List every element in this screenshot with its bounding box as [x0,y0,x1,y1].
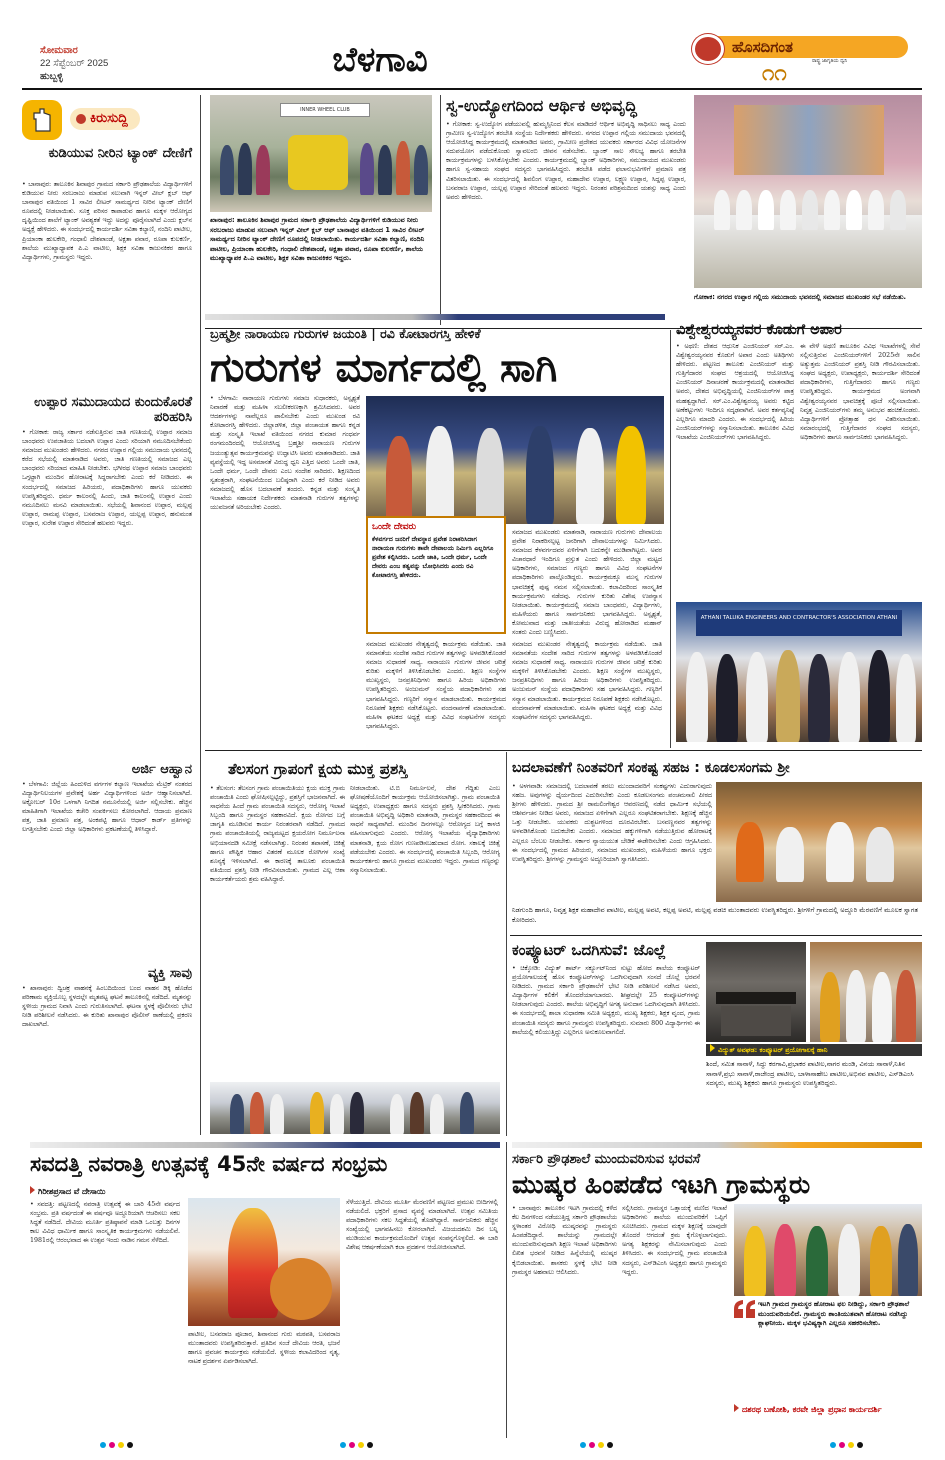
itagi-kicker: ಸರ್ಕಾರಿ ಪ್ರೌಢಶಾಲೆ ಮುಂದುವರಿಸುವ ಭರವಸೆ [512,1152,701,1167]
brief-body: • ಖಾನಾಪುರ: ದ್ವಿಚಕ್ರ ವಾಹನಕ್ಕೆ ಹಿಂಬದಿಯಿಂದ ಬಂದ ವಾಹನ ಡಿಕ್ಕಿ ಹೊಡೆದ ಪರಿಣಾಮ ವ್ಯಕ್ತಿಯೊಬ್ಬ ಸ್ಥಳದಲ್ಲೇ ಮೃತಪಟ್ಟ ಘಟನೆ ತಾಲೂಕಿನಲ್ಲಿ ನಡೆದಿದೆ. ಮೃತನನ್ನು ಸ್ಥಳೀಯ ಗ್ರಾಮದ ನಿವಾಸಿ ಎಂದು ಗುರುತಿಸಲಾಗಿದೆ. ಘಟನಾ ಸ್ಥಳಕ್ಕೆ ಪೊಲೀಸರು ಭೇಟಿ ನೀಡಿ ಪರಿಶೀಲನೆ ನಡೆಸಿದರು. ಈ ಕುರಿತು ಖಾನಾಪುರ ಪೊಲೀಸ್ ಠಾಣೆಯಲ್ಲಿ ಪ್ರಕರಣ ದಾಖಲಾಗಿದೆ. [22,985,192,1029]
guru-quote-box [366,516,506,634]
computer-photo-tag-text: ವಿದ್ಯುತ್ ಅವಘಡ: ಕಂಪ್ಯೂಟರ್ ಪ್ರಯೋಗಾಲಕ್ಕೆ ಹಾನಿ [718,1046,828,1054]
registration-marks [340,1442,373,1448]
navaratri-byline [30,1186,106,1197]
itagi-col1: • ಬಾನಾಪುರ: ತಾಲೂಕಿನ ಇಟಗಿ ಗ್ರಾಮದಲ್ಲಿ ಕಳೆದ ಕೆಲ ದಿನಗಳಿಂದ ನಡೆಯುತ್ತಿದ್ದ ಸರ್ಕಾರಿ ಪ್ರೌಢಶಾಲೆಯ ಸ್ಥಳಾಂತರ ವಿರೋಧಿ ಮುಷ್ಕರವನ್ನು ಗ್ರಾಮಸ್ಥರು ಹಿಂಪಡೆದಿದ್ದಾರೆ. ಶಾಲೆಯನ್ನು ಗ್ರಾಮದಲ್ಲೇ ಮುಂದುವರಿಸುವುದಾಗಿ ಶಿಕ್ಷಣ ಇಲಾಖೆ ಅಧಿಕಾರಿಗಳು ಲಿಖಿತ ಭರವಸೆ ನೀಡಿದ ಹಿನ್ನೆಲೆಯಲ್ಲಿ ಮುಷ್ಕರ ಕೈಬಿಡಲಾಯಿತು. ಶಾಸಕರು ಸ್ಥಳಕ್ಕೆ ಭೇಟಿ ನೀಡಿ ಗ್ರಾಮಸ್ಥರ ಅಹವಾಲು ಆಲಿಸಿದರು. [512,1205,617,1276]
masthead-rule [22,88,922,90]
kirusuddi-badge [22,100,172,140]
masthead-dateline [40,44,108,83]
column-divider [506,752,507,1136]
telasang-headline: ತೆಲಸಂಗ ಗ್ರಾಪಂಗೆ ಕ್ಷಯ ಮುಕ್ತ ಪ್ರಶಸ್ತಿ [228,760,408,778]
engineers-banner: ATHANI TALUKA ENGINEERS AND CONTRACTOR'S ASSOCIATION ATHANI [696,610,902,636]
kirusuddi-label: ಕಿರುಸುದ್ದಿ [70,108,140,130]
durga-devi-photo [188,1198,340,1326]
navaratri-col3: ಸೆಳೆಯುತ್ತಿದೆ. ದೇವಿಯ ಮೂರ್ತಿ ಮೆರವಣಿಗೆ ಪಟ್ಟಣದ ಪ್ರಮುಖ ಬೀದಿಗಳಲ್ಲಿ ನಡೆಯಲಿದೆ. ಭಕ್ತರಿಗೆ ಪ್ರಸಾದ ವ್ಯವಸ್ಥೆ ಮಾಡಲಾಗಿದೆ. ಉತ್ಸವ ಸಮಿತಿಯ ಪದಾಧಿಕಾರಿಗಳು ಸಕಲ ಸಿದ್ಧತೆಯಲ್ಲಿ ತೊಡಗಿದ್ದಾರೆ. ಸಾರ್ವಜನಿಕರು ಹೆಚ್ಚಿನ ಸಂಖ್ಯೆಯಲ್ಲಿ ಭಾಗವಹಿಸಲು ಕೋರಲಾಗಿದೆ. ವಿಜಯದಶಮಿ ದಿನ ಬನ್ನಿ ಮುಡಿಯುವ ಕಾರ್ಯಕ್ರಮದೊಂದಿಗೆ ಉತ್ಸವ ಸಂಪನ್ನಗೊಳ್ಳಲಿದೆ. ಈ ಬಾರಿ ವಿಶೇಷ ಆಕರ್ಷಣೆಯಾಗಿ ಕಲಾ ಪ್ರದರ್ಶನ ಆಯೋಜಿಸಲಾಗಿದೆ. [346,1199,498,1252]
byline-text: ಗಿರೀಶಪ್ರಸಾದ ವೆ ದೇಸಾಯಿ [38,1187,106,1196]
engineers-col1: • ಅಥಣಿ: ದೇಶದ ಆಧುನಿಕ ಎಂಜಿನಿಯರ್ ಸರ್.ಎಂ. ವಿಶ್ವೇಶ್ವರಯ್ಯನವರ ಕೊಡುಗೆ ಅಪಾರ ಎಂದು ಅತಿಥಿಗಳು ಹೇಳಿದರು. ಪಟ್ಟಣದ ತಾಲೂಕು ಎಂಜಿನಿಯರ್ ಮತ್ತು ಗುತ್ತಿಗೆದಾರರ ಸಂಘದ ಆಶ್ರಯದಲ್ಲಿ ಆಯೋಜಿಸಿದ್ದ ಎಂಜಿನಿಯರ್ ದಿನಾಚರಣೆ ಕಾರ್ಯಕ್ರಮದಲ್ಲಿ ಮಾತನಾಡಿದ ಅವರು, ದೇಶದ ಅಭಿವೃದ್ಧಿಯಲ್ಲಿ ಎಂಜಿನಿಯರ್‌ಗಳ ಪಾತ್ರ ಮಹತ್ವದ್ದಾಗಿದೆ. ಸರ್.ಎಂ.ವಿಶ್ವೇಶ್ವರಯ್ಯ ಅವರು ಕಟ್ಟಿದ ಅಣೆಕಟ್ಟುಗಳು ಇಂದಿಗೂ ಸದೃಢವಾಗಿವೆ. ಅವರ ಕರ್ತವ್ಯನಿಷ್ಠೆ ಎಲ್ಲರಿಗೂ ಮಾದರಿ ಎಂದರು. ಈ ಸಂದರ್ಭದಲ್ಲಿ ಹಿರಿಯ ಎಂಜಿನಿಯರ್‌ಗಳನ್ನು ಸನ್ಮಾನಿಸಲಾಯಿತು. ತಾಲೂಕಿನ ವಿವಿಧ ಇಲಾಖೆಯ ಎಂಜಿನಿಯರ್‌ಗಳು ಭಾಗವಹಿಸಿದ್ದರು. [676,343,794,441]
itagi-headline: ಮುಷ್ಕರ ಹಿಂಪಡೆದ ಇಟಗಿ ಗ್ರಾಮಸ್ಥರು [512,1170,811,1199]
brief-headline: ಅರ್ಜಿ ಆಹ್ವಾನ [131,762,192,777]
arrow-icon [710,1044,715,1052]
itagi-villagers-photo [734,1204,922,1296]
computer-visit-photo [810,942,922,1042]
section-rule [205,750,922,751]
logo-text: ಹೊಸದಿಗಂತ [732,38,793,56]
itagi-accent-bar [512,1142,922,1148]
brief-body: • ಬೆಳಗಾವಿ: ಜಿಲ್ಲೆಯ ಹಿಂದುಳಿದ ವರ್ಗಗಳ ಕಲ್ಯಾಣ ಇಲಾಖೆಯ ಮೆಟ್ರಿಕ್ ನಂತರದ ವಿದ್ಯಾರ್ಥಿನಿಲಯಗಳ ಪ್ರವೇಶಕ್ಕೆ ಅರ್ಹ ವಿದ್ಯಾರ್ಥಿಗಳಿಂದ ಅರ್ಜಿ ಆಹ್ವಾನಿಸಲಾಗಿದೆ. ಅಕ್ಟೋಬರ್ 10ರ ಒಳಗಾಗಿ ನಿಗದಿತ ನಮೂನೆಯಲ್ಲಿ ಅರ್ಜಿ ಸಲ್ಲಿಸಬೇಕು. ಹೆಚ್ಚಿನ ಮಾಹಿತಿಗಾಗಿ ಇಲಾಖೆಯ ಕಚೇರಿ ಸಂಪರ್ಕಿಸಲು ಕೋರಲಾಗಿದೆ. ಆದಾಯ ಪ್ರಮಾಣ ಪತ್ರ, ಜಾತಿ ಪ್ರಮಾಣ ಪತ್ರ, ಅಂಕಪಟ್ಟಿ ಹಾಗೂ ಆಧಾರ್ ಕಾರ್ಡ್ ಪ್ರತಿಗಳನ್ನು ಲಗತ್ತಿಸಬೇಕು ಎಂದು ಜಿಲ್ಲಾ ಅಧಿಕಾರಿಗಳು ಪ್ರಕಟಣೆಯಲ್ಲಿ ತಿಳಿಸಿದ್ದಾರೆ. [22,781,192,834]
computer-photo-tag [706,1044,922,1056]
navaratri-col1: • ಸವದತ್ತಿ: ಪಟ್ಟಣದಲ್ಲಿ ನವರಾತ್ರಿ ಉತ್ಸವಕ್ಕೆ ಈ ಬಾರಿ 45ನೇ ವರ್ಷದ ಸಂಭ್ರಮ. ಪ್ರತಿ ವರ್ಷದಂತೆ ಈ ವರ್ಷವೂ ಅದ್ದೂರಿಯಾಗಿ ಆಚರಿಸಲು ಸಕಲ ಸಿದ್ಧತೆ ನಡೆದಿದೆ. ದೇವಿಯ ಮೂರ್ತಿ ಪ್ರತಿಷ್ಠಾಪನೆ ಮಾಡಿ ಒಂಬತ್ತು ದಿನಗಳ ಕಾಲ ವಿವಿಧ ಧಾರ್ಮಿಕ ಹಾಗೂ ಸಾಂಸ್ಕೃತಿಕ ಕಾರ್ಯಕ್ರಮಗಳು ನಡೆಯಲಿವೆ. 1981ರಲ್ಲಿ ಆರಂಭವಾದ ಈ ಉತ್ಸವ ಇಂದು ನಾಡಿನ ಗಮನ ಸೆಳೆದಿದೆ. [30,1201,180,1245]
itagi-quote-block [734,1300,922,1436]
logo-emblem-icon [692,34,724,64]
section-title: ಬೆಳಗಾವಿ [332,40,428,80]
quote-text: ಕೆಳವರ್ಗದ ಜನರಿಗೆ ದೇವಸ್ಥಾನ ಪ್ರವೇಶ ನಿರಾಕರಿಸಿದಾಗ ನಾರಾಯಣ ಗುರುಗಳು ತಾವೇ ದೇವಾಲಯ ನಿರ್ಮಿಸಿ ಎಲ್ಲರಿಗೂ ಪ್ರವೇಶ ಕಲ್ಪಿಸಿದರು. ಒಂದೇ ಜಾತಿ, ಒಂದೇ ಧರ್ಮ, ಒಂದೇ ದೇವರು ಎಂಬ ತತ್ವವನ್ನು ಬೋಧಿಸಿದರು ಎಂದು ರವಿ ಕೋಟಾರಗಸ್ತಿ ಹೇಳಿದರು. [372,536,494,579]
self-employment-headline: ಸ್ವ-ಉದ್ಯೋಗದಿಂದ ಆರ್ಥಿಕ ಅಭಿವೃದ್ಧಿ [446,96,637,115]
arrow-icon [734,1404,739,1412]
newspaper-logo [692,34,910,88]
school-photo [210,95,432,212]
guru-col3: ಸಮಾಜದ ಮುಖಂಡರ ನೇತೃತ್ವದಲ್ಲಿ ಕಾರ್ಯಕ್ರಮ ನಡೆಯಿತು. ಜಾತಿ ಸಮಾನತೆಯ ಸಂದೇಶ ಸಾರಿದ ಗುರುಗಳ ತತ್ವಗಳನ್ನು ಅಳವಡಿಸಿಕೊಂಡರೆ ಸಮಾಜ ಸುಧಾರಣೆ ಸಾಧ್ಯ. ನಾರಾಯಣ ಗುರುಗಳ ಜೀವನ ಚರಿತ್ರೆ ಕುರಿತು ಮಕ್ಕಳಿಗೆ ತಿಳಿಸಿಕೊಡಬೇಕು ಎಂದರು. ಶಿಕ್ಷಣ ಸಂಸ್ಥೆಗಳ ಮುಖ್ಯಸ್ಥರು, ಜನಪ್ರತಿನಿಧಿಗಳು ಹಾಗೂ ಹಿರಿಯ ಅಧಿಕಾರಿಗಳು ಉಪಸ್ಥಿತರಿದ್ದರು. ಅಂಜುಮನ್ ಸಂಸ್ಥೆಯ ಪದಾಧಿಕಾರಿಗಳು ಸಹ ಭಾಗವಹಿಸಿದ್ದರು. ಗಣ್ಯರಿಗೆ ಸನ್ಮಾನ ಮಾಡಲಾಯಿತು. ಕಾರ್ಯಕ್ರಮದ ನಿರೂಪಣೆ ಶಿಕ್ಷಕರು ನಡೆಸಿಕೊಟ್ಟರು. ವಂದನಾರ್ಪಣೆ ಮಾಡಲಾಯಿತು. ಮಹಿಳಾ ಘಟಕದ ಅಧ್ಯಕ್ಷೆ ಮತ್ತು ವಿವಿಧ ಸಂಘಟನೆಗಳ ಸದಸ್ಯರು ಭಾಗವಹಿಸಿದ್ದರು. [366,641,506,730]
engineers-award-photo [676,602,922,742]
computer-headline: ಕಂಪ್ಯೂಟರ್ ಒದಗಿಸುವೆ: ಜೊಲ್ಲೆ [512,941,666,959]
brief-body: • ಗೋಕಾಕ: ರಾಜ್ಯ ಸರ್ಕಾರ ನಡೆಸುತ್ತಿರುವ ಜಾತಿ ಗಣತಿಯಲ್ಲಿ ಉಪ್ಪಾರ ಸಮಾಜ ಬಾಂಧವರು ಉಪಜಾತಿಯ ಬದಲಾಗಿ ಉಪ್ಪಾರ ಎಂದು ಸರಿಯಾಗಿ ನಮೂದಿಸಬೇಕೆಂದು ಸಮಾಜದ ಮುಖಂಡರು ಹೇಳಿದರು. ನಗರದ ಉಪ್ಪಾರ ಗಲ್ಲಿಯ ಸಮುದಾಯ ಭವನದಲ್ಲಿ ಕರೆದ ಸಭೆಯಲ್ಲಿ ಮಾತನಾಡಿದ ಅವರು, ಜಾತಿ ಗಣತಿಯಲ್ಲಿ ಸಮಾಜದ ಎಲ್ಲ ಬಾಂಧವರು ಸರಿಯಾದ ಮಾಹಿತಿ ನೀಡಬೇಕು. ಭಗೀರಥ ಉಪ್ಪಾರ ಸಮಾಜ ಬಾಂಧವರು ಒಗ್ಗಟ್ಟಾಗಿ ಮುಂದಿನ ಹೋರಾಟಕ್ಕೆ ಸಿದ್ಧರಾಗಬೇಕು ಎಂದು ಕರೆ ನೀಡಿದರು. ಈ ಸಂದರ್ಭದಲ್ಲಿ ಸಮಾಜದ ಹಿರಿಯರು, ಪದಾಧಿಕಾರಿಗಳು ಹಾಗೂ ಯುವಕರು ಉಪಸ್ಥಿತರಿದ್ದರು. ಧರ್ಮ ಕಾಲಂನಲ್ಲಿ ಹಿಂದು, ಜಾತಿ ಕಾಲಂನಲ್ಲಿ ಉಪ್ಪಾರ ಎಂದು ನಮೂದಿಸಲು ಮನವಿ ಮಾಡಲಾಯಿತು. ಸಭೆಯಲ್ಲಿ ಶಿವಾನಂದ ಉಪ್ಪಾರ, ಮಲ್ಲಪ್ಪ ಉಪ್ಪಾರ, ರಾಮಪ್ಪ ಉಪ್ಪಾರ, ಬಸವರಾಜ ಉಪ್ಪಾರ, ಯಲ್ಲಪ್ಪ ಉಪ್ಪಾರ, ಹನುಮಂತ ಉಪ್ಪಾರ, ಸುರೇಶ ಉಪ್ಪಾರ ಸೇರಿದಂತೆ ಹಲವರು ಇದ್ದರು. [22,429,192,527]
guru-col3b: ಸಮಾಜದ ಮುಖಂಡರ ನೇತೃತ್ವದಲ್ಲಿ ಕಾರ್ಯಕ್ರಮ ನಡೆಯಿತು. ಜಾತಿ ಸಮಾನತೆಯ ಸಂದೇಶ ಸಾರಿದ ಗುರುಗಳ ತತ್ವಗಳನ್ನು ಅಳವಡಿಸಿಕೊಂಡರೆ ಸಮಾಜ ಸುಧಾರಣೆ ಸಾಧ್ಯ. ನಾರಾಯಣ ಗುರುಗಳ ಜೀವನ ಚರಿತ್ರೆ ಕುರಿತು ಮಕ್ಕಳಿಗೆ ತಿಳಿಸಿಕೊಡಬೇಕು ಎಂದರು. ಶಿಕ್ಷಣ ಸಂಸ್ಥೆಗಳ ಮುಖ್ಯಸ್ಥರು, ಜನಪ್ರತಿನಿಧಿಗಳು ಹಾಗೂ ಹಿರಿಯ ಅಧಿಕಾರಿಗಳು ಉಪಸ್ಥಿತರಿದ್ದರು. ಅಂಜುಮನ್ ಸಂಸ್ಥೆಯ ಪದಾಧಿಕಾರಿಗಳು ಸಹ ಭಾಗವಹಿಸಿದ್ದರು. ಗಣ್ಯರಿಗೆ ಸನ್ಮಾನ ಮಾಡಲಾಯಿತು. ಕಾರ್ಯಕ್ರಮದ ನಿರೂಪಣೆ ಶಿಕ್ಷಕರು ನಡೆಸಿಕೊಟ್ಟರು. ವಂದನಾರ್ಪಣೆ ಮಾಡಲಾಯಿತು. ಮಹಿಳಾ ಘಟಕದ ಅಧ್ಯಕ್ಷೆ ಮತ್ತು ವಿವಿಧ ಸಂಘಟನೆಗಳ ಸದಸ್ಯರು ಭಾಗವಹಿಸಿದ್ದರು. [512,641,662,721]
kudalasangama-headline: ಬದಲಾವಣೆಗೆ ನಿಂತವರಿಗೆ ಸಂಕಷ್ಟ ಸಹಜ : ಕೂಡಲಸಂಗಮ ಶ್ರೀ [512,760,790,776]
guru-col1: • ಬೆಳಗಾವಿ: ನಾರಾಯಣ ಗುರುಗಳು ಸಮಾಜ ಸುಧಾರಕರು, ಅಸ್ಪೃಶ್ಯತೆ ನಿವಾರಣೆ ಮತ್ತು ಮಹಿಳಾ ಸಬಲೀಕರಣಕ್ಕಾಗಿ ಶ್ರಮಿಸಿದವರು. ಅವರ ಆದರ್ಶಗಳನ್ನು ನಾವೆಲ್ಲರೂ ಪಾಲಿಸಬೇಕು ಎಂದು ಮುಖಂಡ ರವಿ ಕೋಟಾರಗಸ್ತಿ ಹೇಳಿದರು. ಜಿಲ್ಲಾಡಳಿತ, ಜಿಲ್ಲಾ ಪಂಚಾಯತ ಹಾಗೂ ಕನ್ನಡ ಮತ್ತು ಸಂಸ್ಕೃತಿ ಇಲಾಖೆ ವತಿಯಿಂದ ನಗರದ ಕುಮಾರ ಗಂಧರ್ವ ರಂಗಮಂದಿರದಲ್ಲಿ ಆಯೋಜಿಸಿದ್ದ ಬ್ರಹ್ಮಶ್ರೀ ನಾರಾಯಣ ಗುರುಗಳ ಜಯಂತ್ಯುತ್ಸವ ಕಾರ್ಯಕ್ರಮವನ್ನು ಉದ್ಘಾಟಿಸಿ ಅವರು ಮಾತನಾಡಿದರು. ಜಾತಿ ವ್ಯವಸ್ಥೆಯಲ್ಲಿ ಇದ್ದ ಅಸಮಾನತೆ ವಿರುದ್ಧ ಧ್ವನಿ ಎತ್ತಿದ ಅವರು ಒಂದೇ ಜಾತಿ, ಒಂದೇ ಧರ್ಮ, ಒಂದೇ ದೇವರು ಎಂಬ ಸಂದೇಶ ಸಾರಿದರು. ಶಿಕ್ಷಣದಿಂದ ಸ್ವತಂತ್ರರಾಗಿ, ಸಂಘಟನೆಯಿಂದ ಬಲಿಷ್ಠರಾಗಿ ಎಂದು ಕರೆ ನೀಡಿದ ಅವರು ಸಮಾಜದಲ್ಲಿ ಹೊಸ ಬದಲಾವಣೆ ತಂದರು. ಕನ್ನಡ ಮತ್ತು ಸಂಸ್ಕೃತಿ ಇಲಾಖೆಯ ಸಹಾಯಕ ನಿರ್ದೇಶಕರು ಮಾತನಾಡಿ ಗುರುಗಳ ತತ್ವಗಳನ್ನು ಯುವಜನತೆ ಅರಿಯಬೇಕು ಎಂದರು. [210,395,360,512]
self-employment-photo-caption: ಗೋಕಾಕ: ನಗರದ ಉಪ್ಪಾರ ಗಲ್ಲಿಯ ಸಮುದಾಯ ಭವನದಲ್ಲಿ ಸಮಾಜದ ಮುಖಂಡರ ಸಭೆ ನಡೆಯಿತು. [694,293,907,301]
column-divider [506,1142,507,1438]
self-employment-body: • ಗೋಕಾಕ: ಸ್ವ-ಉದ್ಯೋಗ ಪಡೆಯುವಲ್ಲಿ ಹುಮ್ಮಸ್ಸಿನಿಂದ ಕೆಲಸ ಮಾಡಿದರೆ ಆರ್ಥಿಕ ಅಭಿವೃದ್ಧಿ ಸಾಧಿಸಲು ಸಾಧ್ಯ ಎಂದು ಗ್ರಾಮೀಣ ಸ್ವ-ಉದ್ಯೋಗ ತರಬೇತಿ ಸಂಸ್ಥೆಯ ನಿರ್ದೇಶಕರು ಹೇಳಿದರು. ನಗರದ ಉಪ್ಪಾರ ಗಲ್ಲಿಯ ಸಮುದಾಯ ಭವನದಲ್ಲಿ ಆಯೋಜಿಸಿದ್ದ ಕಾರ್ಯಕ್ರಮದಲ್ಲಿ ಮಾತನಾಡಿದ ಅವರು, ಗ್ರಾಮೀಣ ಪ್ರದೇಶದ ಯುವಕರು ಸರ್ಕಾರದ ವಿವಿಧ ಯೋಜನೆಗಳ ಸದುಪಯೋಗ ಪಡೆದುಕೊಂಡು ಸ್ವಾವಲಂಬಿ ಜೀವನ ನಡೆಸಬೇಕು. ಬ್ಯಾಂಕ್ ಸಾಲ ಸೌಲಭ್ಯ ಹಾಗೂ ತರಬೇತಿ ಕಾರ್ಯಕ್ರಮಗಳನ್ನು ಬಳಸಿಕೊಳ್ಳಬೇಕು ಎಂದರು. ಕಾರ್ಯಕ್ರಮದಲ್ಲಿ ಬ್ಯಾಂಕ್ ಅಧಿಕಾರಿಗಳು, ಸಮುದಾಯದ ಮುಖಂಡರು ಹಾಗೂ ಸ್ವ-ಸಹಾಯ ಸಂಘದ ಸದಸ್ಯರು ಭಾಗವಹಿಸಿದ್ದರು. ತರಬೇತಿ ಪಡೆದ ಫಲಾನುಭವಿಗಳಿಗೆ ಪ್ರಮಾಣ ಪತ್ರ ವಿತರಿಸಲಾಯಿತು. ಈ ಸಂದರ್ಭದಲ್ಲಿ ಶಿವಲಿಂಗ ಉಪ್ಪಾರ, ಮಹಾದೇವ ಉಪ್ಪಾರ, ಲಕ್ಷ್ಮಣ ಉಪ್ಪಾರ, ಸಿದ್ದಪ್ಪ ಉಪ್ಪಾರ, ಬಸವರಾಜ ಉಪ್ಪಾರ, ಯಲ್ಲಪ್ಪ ಉಪ್ಪಾರ ಸೇರಿದಂತೆ ಹಲವರು ಇದ್ದರು. ನಿರಂತರ ಪರಿಶ್ರಮದಿಂದ ಯಶಸ್ಸು ಸಾಧ್ಯ ಎಂದು ಅವರು ಹೇಳಿದರು. [446,121,686,201]
navaratri-col2: ಪಾಟೀಲ, ಬಸವರಾಜ ಪೂಜಾರ, ಶಿವಾನಂದ ಗುರು ಮಠಪತಿ, ಬಸವರಾಜ ಮುಂತಾದವರು ಉಪಸ್ಥಿತರಿರುತ್ತಾರೆ. ಪ್ರತಿದಿನ ಸಂಜೆ ದೇವಿಯ ಆರತಿ, ಭಜನೆ ಹಾಗೂ ಪ್ರವಚನ ಕಾರ್ಯಕ್ರಮ ನಡೆಯಲಿದೆ. ಸ್ಥಳೀಯ ಕಲಾವಿದರಿಂದ ನೃತ್ಯ, ನಾಟಕ ಪ್ರದರ್ಶನ ಏರ್ಪಡಿಸಲಾಗಿದೆ. [188,1331,340,1366]
column-divider [200,95,201,1135]
registration-marks [830,1442,863,1448]
itagi-quote-text: ಇಟಗಿ ಗ್ರಾಮದ ಗ್ರಾಮಸ್ಥರ ಹೋರಾಟ ಫಲ ನೀಡಿದ್ದು, ಸರ್ಕಾರಿ ಪ್ರೌಢಶಾಲೆ ಮುಂದುವರಿಯಲಿದೆ. ಗ್ರಾಮಸ್ಥರು ಶಾಂತಿಯುತವಾಗಿ ಹೋರಾಟ ನಡೆಸಿದ್ದು ಶ್ಲಾಘನೀಯ. ಮಕ್ಕಳ ಭವಿಷ್ಯಕ್ಕಾಗಿ ಎಲ್ಲರೂ ಸಹಕರಿಸಬೇಕು. [758,1300,910,1328]
logo-tagline: ರಾಷ್ಟ್ರ ಜಾಗೃತಿಯ ಧ್ವನಿ [812,58,848,64]
brief-headline: ವ್ಯಕ್ತಿ ಸಾವು [148,966,192,981]
section-rule [510,935,922,936]
guru-kicker: ಬ್ರಹ್ಮಶ್ರೀ ನಾರಾಯಣ ಗುರುಗಳ ಜಯಂತಿ | ರವಿ ಕೋಟಾರಗಸ್ತಿ ಹೇಳಿಕೆ [210,326,481,341]
guru-lamp-lighting-photo [366,396,664,524]
navaratri-accent-bar [30,1142,500,1148]
school-caption: ಖಾನಾಪುರ: ತಾಲೂಕಿನ ಶಿವಾಪುರ ಗ್ರಾಮದ ಸರ್ಕಾರಿ ಪ್ರೌಢಶಾಲೆಯ ವಿದ್ಯಾರ್ಥಿಗಳಿಗೆ ಕುಡಿಯುವ ನೀರು ಸರಬರಾಜು ಮಾಡುವ ಸಲುವಾಗಿ ಇನ್ನರ್ ವೀಲ್ ಕ್ಲಬ್ ಆಫ್ ಬಾನಾಪುರ ವತಿಯಿಂದ 1 ಸಾವಿರ ಲೀಟರ್ ಸಾಮರ್ಥ್ಯದ ನೀರಿನ ಟ್ಯಾಂಕ್ ದೇಣಿಗೆ ರೂಪದಲ್ಲಿ ನೀಡಲಾಯಿತು. ಕಾರ್ಯದರ್ಶಿ ಸವಿತಾ ಕಲ್ಯಾಣಿ, ನಂದಿನಿ ಪಾಟೀಲ, ಪ್ರಿಯಾಂಕಾ ಹುಲಕೇರಿ, ಗಂಧಾಲಿ ದೇಶಪಾಂಡೆ, ಅಕ್ಷತಾ ಪವಾರ, ರೂಪಾ ಕುಲಕರ್ಣಿ, ಶಾಲೆಯ ಮುಖ್ಯಾಧ್ಯಾಪಕ ಪಿ.ಎ ವಾಟೀಲ, ಶಿಕ್ಷಕ ಸವಿತಾ ಕಾಜುನಕಿಕರ ಇದ್ದರು. [210,216,425,263]
arrow-icon [30,1186,35,1194]
brief-body: • ಬಾನಾಪುರ: ತಾಲೂಕಿನ ಶಿವಾಪುರ ಗ್ರಾಮದ ಸರ್ಕಾರಿ ಪ್ರೌಢಶಾಲೆಯ ವಿದ್ಯಾರ್ಥಿಗಳಿಗೆ ಕುಡಿಯುವ ನೀರು ಸರಬರಾಜು ಮಾಡುವ ಸಲುವಾಗಿ ಇನ್ನರ್ ವೀಲ್ ಕ್ಲಬ್ ಆಫ್ ಬಾನಾಪುರ ವತಿಯಿಂದ 1 ಸಾವಿರ ಲೀಟರ್ ಸಾಮರ್ಥ್ಯದ ನೀರಿನ ಟ್ಯಾಂಕ್ ದೇಣಿಗೆ ರೂಪದಲ್ಲಿ ನೀಡಲಾಯಿತು. ಸೂಕ್ತ ಪರಿಸರ ಕಾಪಾಡುವ ಹಾಗೂ ಮಕ್ಕಳ ಆರೋಗ್ಯದ ದೃಷ್ಟಿಯಿಂದ ಶಾಲೆಗೆ ಟ್ಯಾಂಕ್ ಅವಶ್ಯಕತೆ ಇದ್ದು ಅದನ್ನು ಪೂರೈಸಲಾಗಿದೆ ಎಂದು ಕ್ಲಬ್‌ನ ಅಧ್ಯಕ್ಷೆ ಹೇಳಿದರು. ಈ ಸಂದರ್ಭದಲ್ಲಿ ಕಾರ್ಯದರ್ಶಿ ಸವಿತಾ ಕಲ್ಯಾಣಿ, ನಂದಿನಿ ಪಾಟೀಲ, ಪ್ರಿಯಾಂಕಾ ಹುಲಕೇರಿ, ಗಂಧಾಲಿ ದೇಶಪಾಂಡೆ, ಅಕ್ಷತಾ ಪವಾರ, ರೂಪಾ ಕುಲಕರ್ಣಿ, ಶಾಲೆಯ ಮುಖ್ಯಾಧ್ಯಾಪಕ ಪಿ.ಎ ವಾಟೀಲ, ಶಿಕ್ಷಕ ಸವಿತಾ ಕಾಜುನಕಿಕರ ಹಾಗೂ ವಿದ್ಯಾರ್ಥಿಗಳು, ಗ್ರಾಮಸ್ಥರು ಇದ್ದರು. [22,181,192,261]
engineers-col2: ಈ ವೇಳೆ ಅಥಣಿ ತಾಲೂಕಿನ ವಿವಿಧ ಇಲಾಖೆಗಳಲ್ಲಿ ಸೇವೆ ಸಲ್ಲಿಸುತ್ತಿರುವ ಎಂಜಿನಿಯರ್‌ಗಳಿಗೆ 2025ನೇ ಸಾಲಿನ ಅತ್ಯುತ್ತಮ ಎಂಜಿನಿಯರ್ ಪ್ರಶಸ್ತಿ ನೀಡಿ ಗೌರವಿಸಲಾಯಿತು. ಸಂಘದ ಅಧ್ಯಕ್ಷರು, ಉಪಾಧ್ಯಕ್ಷರು, ಕಾರ್ಯದರ್ಶಿ ಸೇರಿದಂತೆ ಪದಾಧಿಕಾರಿಗಳು, ಗುತ್ತಿಗೆದಾರರು ಹಾಗೂ ಗಣ್ಯರು ಉಪಸ್ಥಿತರಿದ್ದರು. ಕಾರ್ಯಕ್ರಮದ ಅಂಗವಾಗಿ ವಿಶ್ವೇಶ್ವರಯ್ಯನವರ ಭಾವಚಿತ್ರಕ್ಕೆ ಪೂಜೆ ಸಲ್ಲಿಸಲಾಯಿತು. ನಿವೃತ್ತ ಎಂಜಿನಿಯರ್‌ಗಳು ತಮ್ಮ ಅನುಭವ ಹಂಚಿಕೊಂಡರು. ವಿದ್ಯಾರ್ಥಿಗಳಿಗೆ ಪ್ರೋತ್ಸಾಹ ಧನ ವಿತರಿಸಲಾಯಿತು. ಸಮಾರಂಭದಲ್ಲಿ ಗುತ್ತಿಗೆದಾರರ ಸಂಘದ ಸದಸ್ಯರು, ಅಧಿಕಾರಿಗಳು ಹಾಗೂ ಸಾರ್ವಜನಿಕರು ಭಾಗವಹಿಸಿದ್ದರು. [800,343,920,441]
telasang-col2: ನೀಡಲಾಯಿತು. ಟಿ.ಬಿ ನಿರ್ಮೂಲನೆ, ದೇಶ ಗೆದ್ದಿತು ಎಂಬ ಘೋಷಣೆಯೊಂದಿಗೆ ಕಾರ್ಯಕ್ರಮ ಆಯೋಜಿಸಲಾಗಿತ್ತು. ಗ್ರಾಮ ಪಂಚಾಯಿತಿ ಅಧ್ಯಕ್ಷರು, ಉಪಾಧ್ಯಕ್ಷರು ಹಾಗೂ ಸದಸ್ಯರು ಪ್ರಶಸ್ತಿ ಸ್ವೀಕರಿಸಿದರು. ಗ್ರಾಮ ಪಂಚಾಯಿತಿ ಅಭಿವೃದ್ಧಿ ಅಧಿಕಾರಿ ಮಾತನಾಡಿ, ಗ್ರಾಮಸ್ಥರ ಸಹಕಾರದಿಂದ ಈ ಸಾಧನೆ ಸಾಧ್ಯವಾಗಿದೆ. ಮುಂದಿನ ದಿನಗಳಲ್ಲೂ ಆರೋಗ್ಯದ ಬಗ್ಗೆ ಕಾಳಜಿ ವಹಿಸಲಾಗುವುದು ಎಂದರು. ಆರೋಗ್ಯ ಇಲಾಖೆಯ ವೈದ್ಯಾಧಿಕಾರಿಗಳು ಮಾತನಾಡಿ, ಕ್ಷಯ ರೋಗ ಗುಣಪಡಿಸಬಹುದಾದ ರೋಗ. ಸಕಾಲಕ್ಕೆ ಚಿಕಿತ್ಸೆ ಪಡೆಯಬೇಕು ಎಂದರು. ಈ ಸಂದರ್ಭದಲ್ಲಿ ಪಂಚಾಯಿತಿ ಸಿಬ್ಬಂದಿ, ಆರೋಗ್ಯ ಕಾರ್ಯಕರ್ತರು ಹಾಗೂ ಗ್ರಾಮದ ಮುಖಂಡರು ಇದ್ದರು. ಗ್ರಾಮದ ಗಣ್ಯರನ್ನು ಸನ್ಮಾನಿಸಲಾಯಿತು. [350,785,500,874]
guru-col2: ಸಮಾಜದ ಮುಖಂಡರು ಮಾತನಾಡಿ, ನಾರಾಯಣ ಗುರುಗಳು ದೇವಾಲಯ ಪ್ರವೇಶ ನಿರಾಕರಿಸಲ್ಪಟ್ಟ ಜನರಿಗಾಗಿ ದೇವಾಲಯಗಳನ್ನು ನಿರ್ಮಿಸಿದರು. ಸಮಾಜದ ಕೆಳವರ್ಗದವರ ಏಳಿಗೆಗಾಗಿ ಬದುಕನ್ನೇ ಮುಡಿಪಾಗಿಟ್ಟರು. ಅವರ ವಿಚಾರಧಾರೆ ಇಂದಿಗೂ ಪ್ರಸ್ತುತ ಎಂದು ಹೇಳಿದರು. ಜಿಲ್ಲಾ ಮಟ್ಟದ ಅಧಿಕಾರಿಗಳು, ಸಮಾಜದ ಗಣ್ಯರು ಹಾಗೂ ವಿವಿಧ ಸಂಘಟನೆಗಳ ಪದಾಧಿಕಾರಿಗಳು ಪಾಲ್ಗೊಂಡಿದ್ದರು. ಕಾರ್ಯಕ್ರಮಕ್ಕೂ ಮುನ್ನ ಗುರುಗಳ ಭಾವಚಿತ್ರಕ್ಕೆ ಪುಷ್ಪ ನಮನ ಸಲ್ಲಿಸಲಾಯಿತು. ಕಲಾವಿದರಿಂದ ಸಾಂಸ್ಕೃತಿಕ ಕಾರ್ಯಕ್ರಮಗಳು ನಡೆದವು. ಗುರುಗಳ ಕುರಿತು ವಿಶೇಷ ಉಪನ್ಯಾಸ ನೀಡಲಾಯಿತು. ಕಾರ್ಯಕ್ರಮದಲ್ಲಿ ಸಮಾಜ ಬಾಂಧವರು, ವಿದ್ಯಾರ್ಥಿಗಳು, ಮಹಿಳೆಯರು ಹಾಗೂ ಸಾರ್ವಜನಿಕರು ಭಾಗವಹಿಸಿದ್ದರು. ಅಸ್ಪೃಶ್ಯತೆ, ಕೋಮುವಾದ ಮತ್ತು ಜಾತೀಯತೆಯ ವಿರುದ್ಧ ಹೋರಾಡಿದ ಮಹಾನ್ ಸಂತರು ಎಂದು ಬಣ್ಣಿಸಿದರು. [512,529,662,637]
brief-headline: ಉಪ್ಪಾರ ಸಮುದಾಯದ ಕುಂದುಕೊರತೆ ಪರಿಹರಿಸಿ [34,395,192,425]
masthead-date: 22 ಸೆಪ್ಟೆಂಬರ್ 2025 [40,58,109,69]
column-divider [670,330,671,748]
kudalasangama-photo [716,782,922,902]
computer-body: • ಚಿಕ್ಕೋಡಿ: ವಿದ್ಯುತ್ ಶಾರ್ಟ್ ಸರ್ಕ್ಯೂಟ್‌ನಿಂದ ಸುಟ್ಟು ಹೋದ ಶಾಲೆಯ ಕಂಪ್ಯೂಟರ್ ಪ್ರಯೋಗಾಲಯಕ್ಕೆ ಹೊಸ ಕಂಪ್ಯೂಟರ್‌ಗಳನ್ನು ಒದಗಿಸುವುದಾಗಿ ಸಂಸದೆ ಜೊಲ್ಲೆ ಭರವಸೆ ನೀಡಿದರು. ಗ್ರಾಮದ ಸರ್ಕಾರಿ ಪ್ರೌಢಶಾಲೆಗೆ ಭೇಟಿ ನೀಡಿ ಪರಿಶೀಲನೆ ನಡೆಸಿದ ಅವರು, ವಿದ್ಯಾರ್ಥಿಗಳ ಕಲಿಕೆಗೆ ತೊಂದರೆಯಾಗಬಾರದು. ಶೀಘ್ರದಲ್ಲೇ 25 ಕಂಪ್ಯೂಟರ್‌ಗಳನ್ನು ನೀಡಲಾಗುವುದು ಎಂದರು. ಶಾಲೆಯ ಅಭಿವೃದ್ಧಿಗೆ ಅಗತ್ಯ ಅನುದಾನ ಒದಗಿಸುವುದಾಗಿ ತಿಳಿಸಿದರು. ಈ ಸಂದರ್ಭದಲ್ಲಿ ಶಾಲಾ ಸುಧಾರಣಾ ಸಮಿತಿ ಅಧ್ಯಕ್ಷರು, ಮುಖ್ಯ ಶಿಕ್ಷಕರು, ಶಿಕ್ಷಕ ವೃಂದ, ಗ್ರಾಮ ಪಂಚಾಯಿತಿ ಸದಸ್ಯರು ಹಾಗೂ ಗ್ರಾಮಸ್ಥರು ಉಪಸ್ಥಿತರಿದ್ದರು. ಸುಮಾರು 800 ವಿದ್ಯಾರ್ಥಿಗಳು ಈ ಶಾಲೆಯಲ್ಲಿ ಕಲಿಯುತ್ತಿದ್ದು ಎಲ್ಲರಿಗೂ ಅನುಕೂಲವಾಗಲಿದೆ. [512,965,700,1036]
kudalasangama-caption: ನಿಡಗುಂದಿ ಹಾಗೂ, ನಿವೃತ್ತ ಶಿಕ್ಷಕ ಮಹಾದೇವ ಪಾಟೀಲ, ಮಲ್ಲಪ್ಪ ಅವಟಿ, ಕಲ್ಲಪ್ಪ ಅವಟಿ, ಮಲ್ಲಪ್ಪ ವಡಚಿ ಮುಂತಾದವರು ಉಪಸ್ಥಿತರಿದ್ದರು. ಶ್ರೀಗಳಿಗೆ ಗ್ರಾಮದಲ್ಲಿ ಅದ್ದೂರಿ ಮೆರವಣಿಗೆ ಮೂಲಕ ಸ್ವಾಗತ ಕೋರಿದರು. [512,906,918,924]
quote-title: ಒಂದೇ ದೇವರು [372,522,417,532]
navaratri-headline: ಸವದತ್ತಿ ನವರಾತ್ರಿ ಉತ್ಸವಕ್ಕೆ 45ನೇ ವರ್ಷದ ಸಂಭ್ರಮ [30,1152,388,1176]
engineers-headline: ವಿಶ್ವೇಶ್ವರಯ್ಯನವರ ಕೊಡುಗೆ ಅಪಾರ [676,322,842,338]
brief-headline: ಕುಡಿಯುವ ನೀರಿನ ಟ್ಯಾಂಕ್ ದೇಣಿಗೆ [48,146,192,161]
masthead-day: ಸೋಮವಾರ [40,45,78,56]
itagi-quote-author [734,1404,922,1415]
quote-mark-icon [734,1300,756,1318]
photo-banner: INNER WHEEL CLUB [280,103,370,117]
telasang-award-photo [210,1082,500,1134]
column-divider [440,95,441,325]
hand-point-icon [22,100,62,140]
registration-marks [580,1442,613,1448]
registration-marks [100,1442,133,1448]
telasang-col1: • ತೆಲಸಂಗ: ತೆಲಸಂಗ ಗ್ರಾಮ ಪಂಚಾಯಿತಿಯು ಕ್ಷಯ ಮುಕ್ತ ಗ್ರಾಮ ಪಂಚಾಯಿತಿ ಎಂದು ಘೋಷಿಸಲ್ಪಟ್ಟಿದ್ದು, ಪ್ರಶಸ್ತಿಗೆ ಭಾಜನವಾಗಿದೆ. ಈ ಸಾಧನೆಯ ಹಿಂದೆ ಗ್ರಾಮ ಪಂಚಾಯಿತಿ ಸದಸ್ಯರು, ಆರೋಗ್ಯ ಇಲಾಖೆ ಸಿಬ್ಬಂದಿ ಹಾಗೂ ಗ್ರಾಮಸ್ಥರ ಸಹಕಾರವಿದೆ. ಕ್ಷಯ ರೋಗದ ಬಗ್ಗೆ ಜಾಗೃತಿ ಮೂಡಿಸುವ ಕಾರ್ಯ ನಿರಂತರವಾಗಿ ನಡೆದಿದೆ. ಗ್ರಾಮದ ಗ್ರಾಮ ಪಂಚಾಯಿತಿಯಲ್ಲಿ ರಾಜ್ಯಮಟ್ಟದ ಕ್ಷಯರೋಗ ನಿರ್ಮೂಲನಾ ಅಭಿಯಾನದಡಿ ಸಮೀಕ್ಷೆ ನಡೆಸಲಾಗಿತ್ತು. ನಿರಂತರ ತಪಾಸಣೆ, ಚಿಕಿತ್ಸೆ ಹಾಗೂ ಪೌಷ್ಟಿಕ ಆಹಾರ ವಿತರಣೆ ಮೂಲಕ ರೋಗಿಗಳ ಸಂಖ್ಯೆ ಶೂನ್ಯಕ್ಕೆ ಇಳಿಸಲಾಗಿದೆ. ಈ ಕಾರಣಕ್ಕೆ ತಾಲೂಕು ಪಂಚಾಯಿತಿ ವತಿಯಿಂದ ಪ್ರಶಸ್ತಿ ನೀಡಿ ಗೌರವಿಸಲಾಯಿತು. ಗ್ರಾಮದ ಎಲ್ಲ ಆಶಾ ಕಾರ್ಯಕರ್ತೆಯರು ಶ್ರಮ ವಹಿಸಿದ್ದಾರೆ. [210,785,345,883]
itagi-col2: ಸಲ್ಲಿಸಿದರು. ಗ್ರಾಮಸ್ಥರ ಒತ್ತಾಯಕ್ಕೆ ಮಣಿದ ಇಲಾಖೆ ಅಧಿಕಾರಿಗಳು ಶಾಲೆಯ ಮುಂದುವರಿಕೆಗೆ ಒಪ್ಪಿಗೆ ಸೂಚಿಸಿದರು. ಗ್ರಾಮದ ಮಕ್ಕಳ ಶಿಕ್ಷಣಕ್ಕೆ ಯಾವುದೇ ತೊಂದರೆ ಆಗದಂತೆ ಕ್ರಮ ಕೈಗೊಳ್ಳಲಾಗುವುದು. ಅಗತ್ಯ ಶಿಕ್ಷಕರನ್ನು ನೇಮಿಸಲಾಗುವುದು ಎಂದು ತಿಳಿಸಿದರು. ಈ ಸಂದರ್ಭದಲ್ಲಿ ಗ್ರಾಮ ಪಂಚಾಯಿತಿ ಸದಸ್ಯರು, ಎಸ್‌ಡಿಎಂಸಿ ಅಧ್ಯಕ್ಷರು ಹಾಗೂ ಗ್ರಾಮಸ್ಥರು ಇದ್ದರು. [622,1205,727,1276]
guru-headline: ಗುರುಗಳ ಮಾರ್ಗದಲ್ಲಿ ಸಾಗಿ [210,345,558,391]
temple-meeting-photo [694,95,922,288]
burnt-lab-photo [706,942,806,1042]
page-number: ೧೧ [762,61,787,86]
quote-author-text: ದಶರಥ ಬಣೋಶಿ, ಕರವೇ ಜಿಲ್ಲಾ ಪ್ರಧಾನ ಕಾರ್ಯದರ್ಶಿ [742,1405,882,1414]
masthead-city: ಹುಬ್ಬಳ್ಳಿ [40,71,63,82]
kudalasangama-body: • ಅಳಗವಾಡಿ: ಸಮಾಜದಲ್ಲಿ ಬದಲಾವಣೆ ತರಲು ಮುಂದಾದವರಿಗೆ ಸಂಕಷ್ಟಗಳು ಎದುರಾಗುವುದು ಸಹಜ. ಅವುಗಳನ್ನು ಧೈರ್ಯದಿಂದ ಎದುರಿಸಬೇಕು ಎಂದು ಕೂಡಲಸಂಗಮ ಪಂಚಮಸಾಲಿ ಪೀಠದ ಶ್ರೀಗಳು ಹೇಳಿದರು. ಗ್ರಾಮದ ಶ್ರೀ ರಾಮಲಿಂಗೇಶ್ವರ ಆವರಣದಲ್ಲಿ ನಡೆದ ಧಾರ್ಮಿಕ ಸಭೆಯಲ್ಲಿ ಆಶೀರ್ವಚನ ನೀಡಿದ ಅವರು, ಸಮಾಜದ ಏಳಿಗೆಗಾಗಿ ಎಲ್ಲರೂ ಸಂಘಟಿತರಾಗಬೇಕು. ಶಿಕ್ಷಣಕ್ಕೆ ಹೆಚ್ಚಿನ ಒತ್ತು ನೀಡಬೇಕು. ಯುವಕರು ದುಶ್ಚಟಗಳಿಂದ ದೂರವಿರಬೇಕು. ಬಸವಣ್ಣನವರ ತತ್ವಗಳನ್ನು ಅಳವಡಿಸಿಕೊಂಡು ಬದುಕಬೇಕು ಎಂದರು. ಸಮಾಜದ ಹಕ್ಕುಗಳಿಗಾಗಿ ನಡೆಯುತ್ತಿರುವ ಹೋರಾಟಕ್ಕೆ ಎಲ್ಲರೂ ಬೆಂಬಲ ನೀಡಬೇಕು. ಸರ್ಕಾರ ನ್ಯಾಯಯುತ ಬೇಡಿಕೆ ಈಡೇರಿಸಬೇಕು ಎಂದು ಆಗ್ರಹಿಸಿದರು. ಈ ಸಂದರ್ಭದಲ್ಲಿ ಗ್ರಾಮದ ಹಿರಿಯರು, ಸಮಾಜದ ಮುಖಂಡರು, ಮಹಿಳೆಯರು ಹಾಗೂ ಭಕ್ತರು ಉಪಸ್ಥಿತರಿದ್ದರು. ಶ್ರೀಗಳನ್ನು ಗ್ರಾಮಸ್ಥರು ಅದ್ದೂರಿಯಾಗಿ ಸ್ವಾಗತಿಸಿದರು. [512,783,712,863]
water-tank-illustration [288,135,348,190]
guru-accent-bar [205,314,665,320]
computer-caption: ಶಿಂದೆ, ಸಮಿತ ಸಾನಾಳೆ, ಸಿದ್ದು ಕರಗಾವಿ,ಪ್ರಭಾಕರ ಪಾಟೀಲ,ನಾಗರ ಮಂಡಿ, ವಿನಯ ಸಾನಾಳೆ,ನಿತಿನ ಸಾನಾಳೆ,ಪ್ರಭು ಸಾನಾಳೆ,ರಾಜೇಂದ್ರ ಪಾಟೀಲ, ಬಾಳಾಸಾಹೇಬ ಪಾಟೀಲ,ಅಭಿನವ ಪಾಟೀಲ, ಎಸ್‌ಡಿಎಂಸಿ ಸದಸ್ಯರು, ಮುಖ್ಯ ಶಿಕ್ಷಕರು ಹಾಗೂ ಗ್ರಾಮಸ್ಥರು ಉಪಸ್ಥಿತರಿದ್ದರು. [706,1060,914,1088]
lion-illustration [270,1258,332,1320]
